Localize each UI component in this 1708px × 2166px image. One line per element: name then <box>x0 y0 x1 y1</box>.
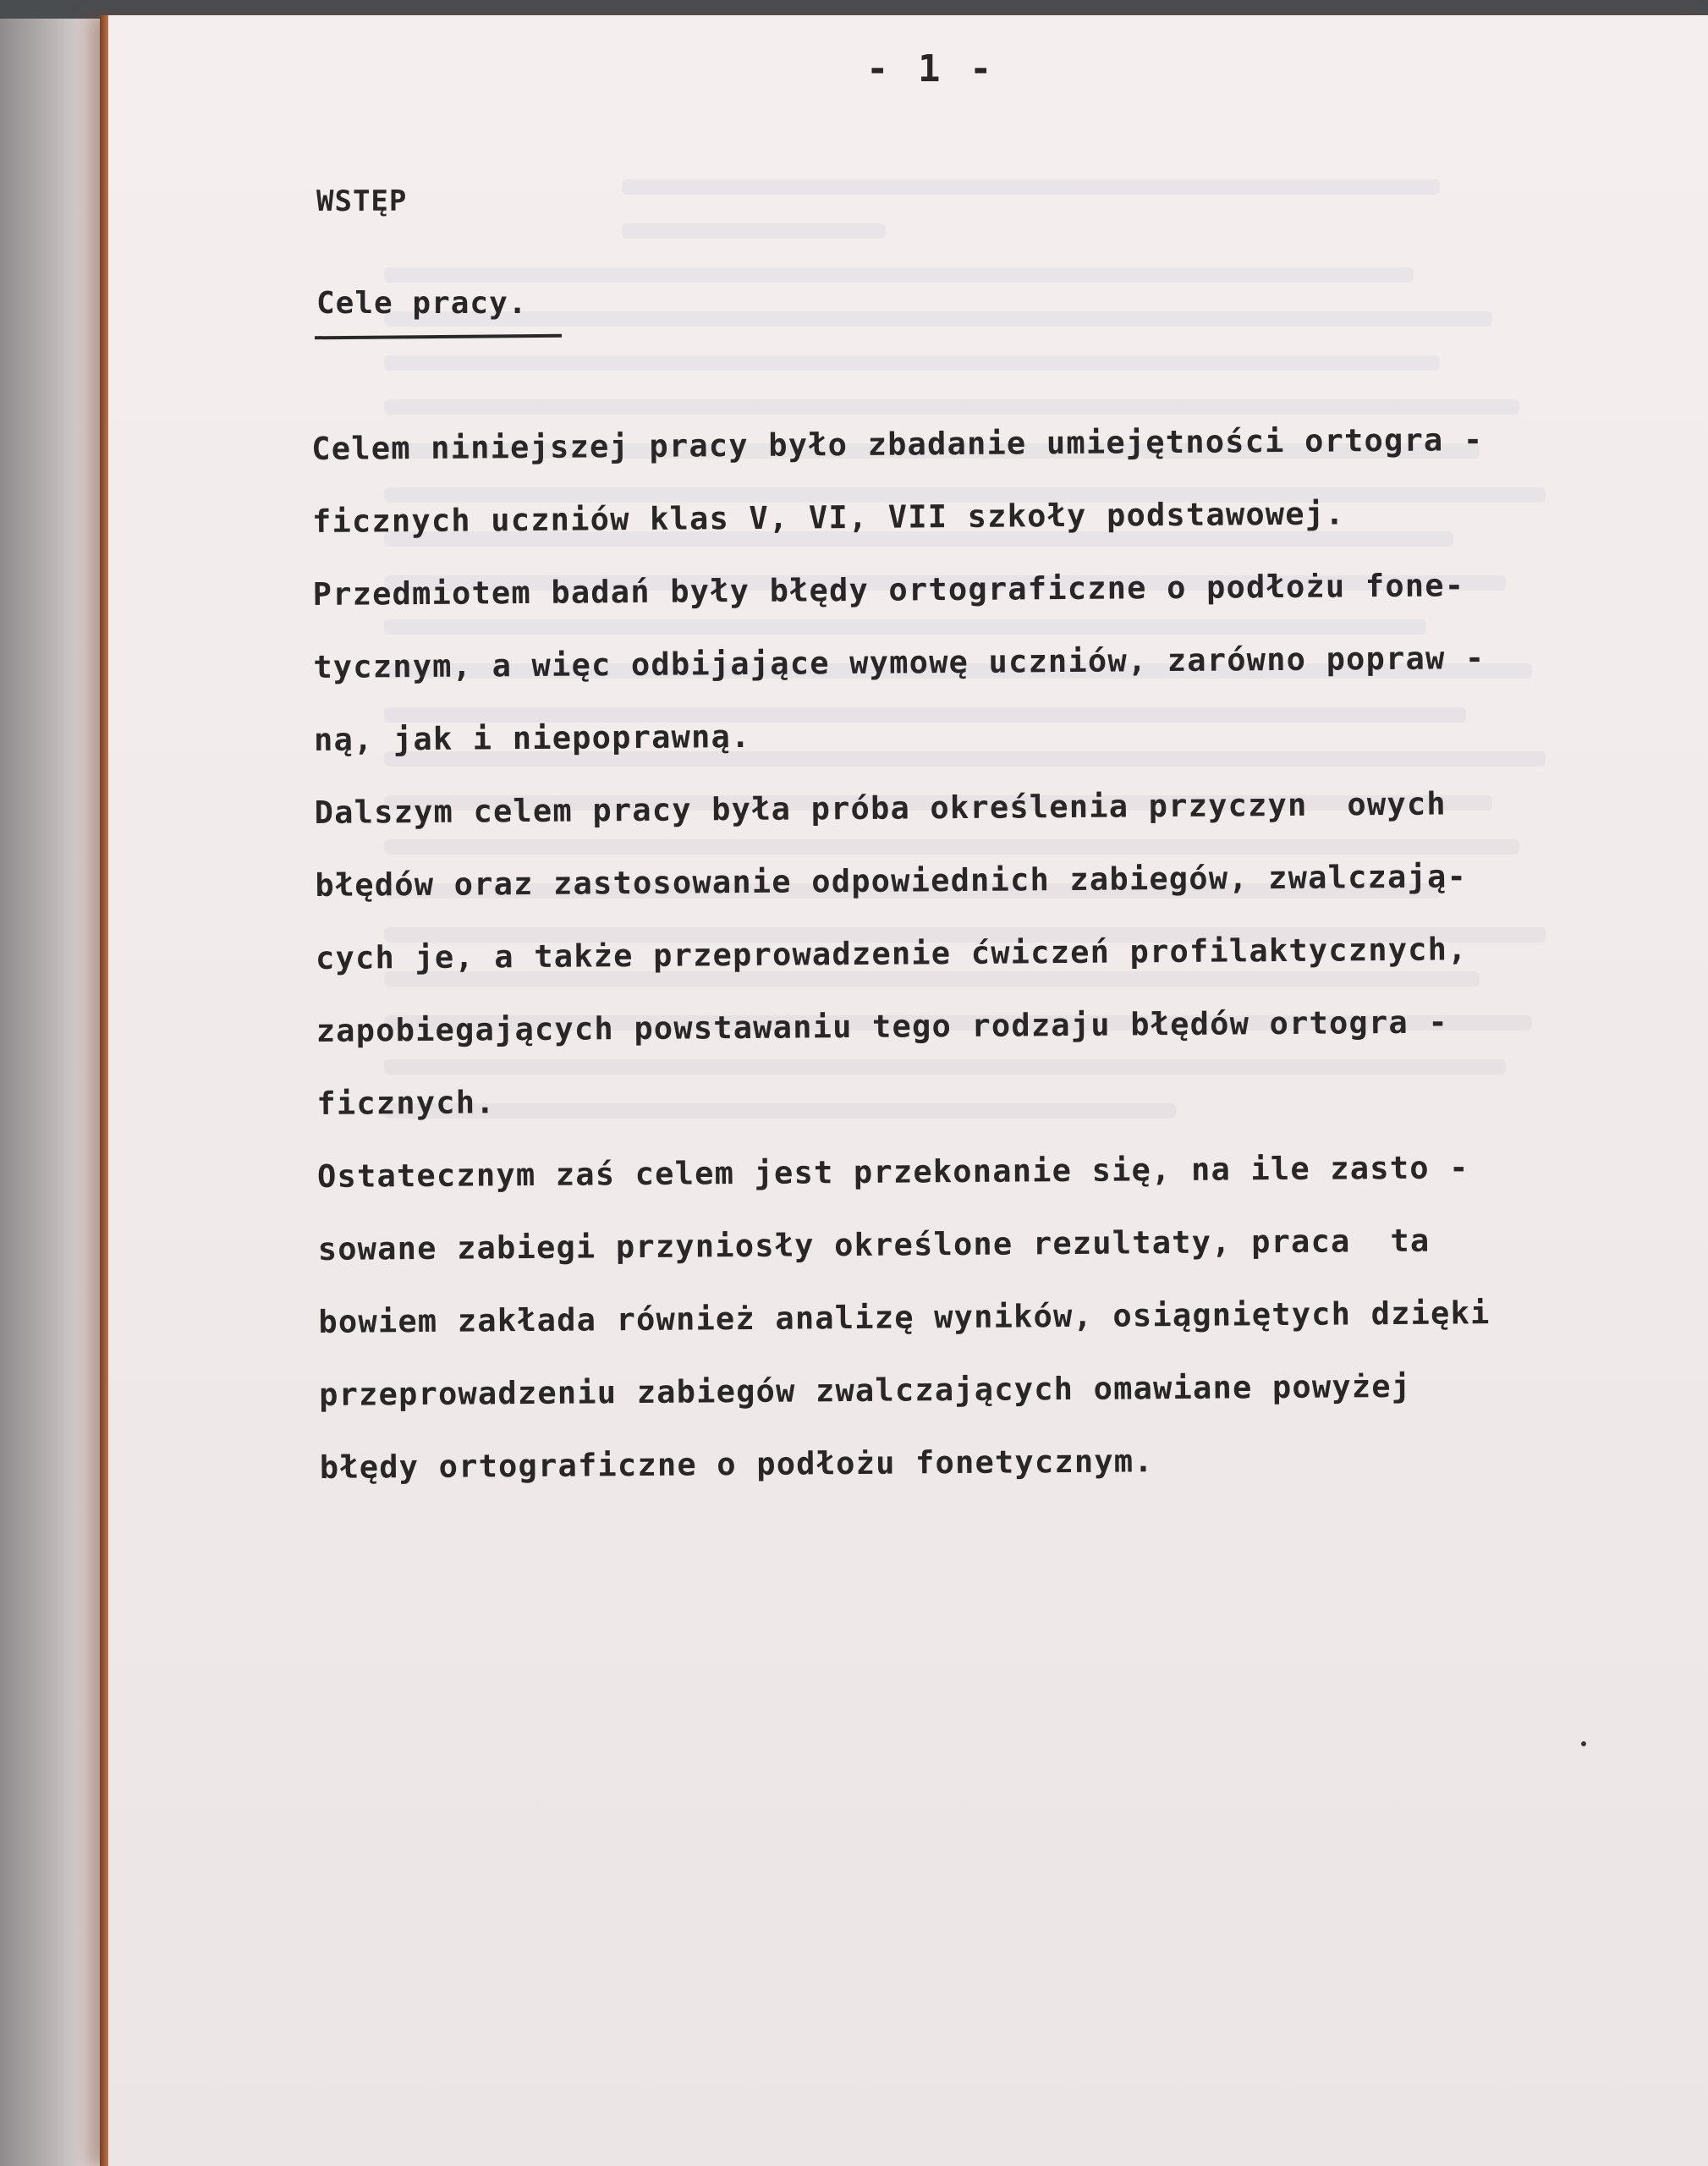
text-line: ną, jak i niepoprawną. <box>313 717 751 758</box>
text-line: błędy ortograficzne o podłożu fonetycznym. <box>319 1443 1154 1486</box>
text-line: sowane zabiegi przyniosły określone rezultaty, praca ta <box>317 1222 1431 1267</box>
text-line: ficznych uczniów klas V, VI, VII szkoły podstawowej. <box>311 495 1345 540</box>
text-line: tycznym, a więc odbijające wymowę uczniów, zarówno popraw - <box>313 640 1486 685</box>
page-number: - 1 - <box>866 47 996 91</box>
text-line: przeprowadzeniu zabiegów zwalczających omawiane powyżej <box>318 1367 1412 1413</box>
typed-content <box>105 15 1708 2166</box>
text-line: bowiem zakłada również analizę wyników, osiągniętych dzięki <box>318 1295 1491 1340</box>
text-line: błędów oraz zastosowanie odpowiednich zabiegów, zwalczają- <box>315 858 1468 904</box>
text-line: Celem niniejszej pracy było zbadanie umiejętności ortogra - <box>311 421 1484 467</box>
section-title-underline <box>315 334 562 340</box>
document-page <box>100 15 1708 2166</box>
text-line: Ostatecznym zaś celem jest przekonanie się, na ile zasto - <box>316 1149 1469 1195</box>
chapter-title: WSTĘP <box>316 184 408 218</box>
text-line: Przedmiotem badań były błędy ortograficzne o podłożu fone- <box>312 567 1465 613</box>
dust-speck <box>1581 1741 1586 1746</box>
text-line: cych je, a także przeprowadzenie ćwiczeń profilaktycznych, <box>315 931 1468 976</box>
section-title: Cele pracy. <box>316 286 528 321</box>
text-line: Dalszym celem pracy była próba określenia przyczyn owych <box>314 785 1447 831</box>
text-line: ficznych. <box>316 1084 496 1122</box>
body-text <box>311 402 1673 1504</box>
text-line: zapobiegających powstawaniu tego rodzaju błędów ortogra - <box>316 1003 1448 1049</box>
